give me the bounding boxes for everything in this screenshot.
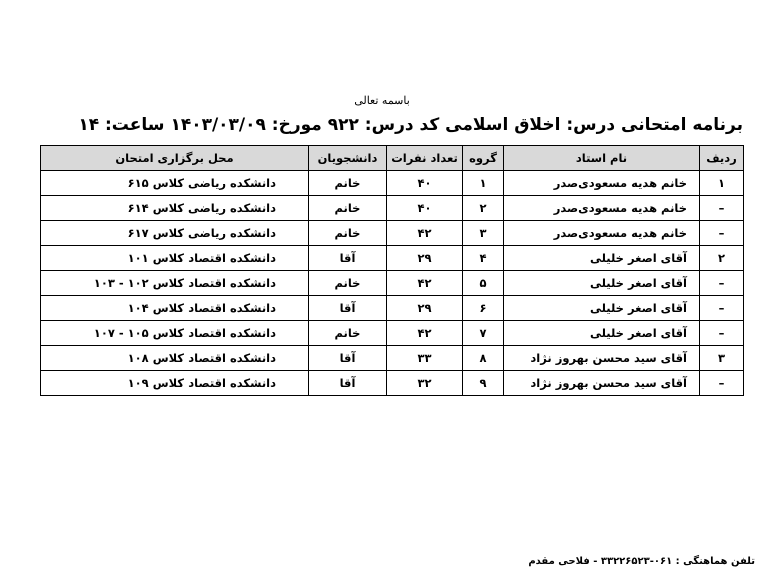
students-cell: آقا — [309, 246, 387, 271]
room-label: کلاس ۱۰۹ — [127, 376, 184, 390]
count-cell: ۲۹ — [387, 296, 463, 321]
count-cell: ۳۲ — [387, 371, 463, 396]
group-cell: ۲ — [463, 196, 504, 221]
table-row — [41, 171, 744, 196]
room-label: کلاس ۱۰۵ - ۱۰۷ — [93, 326, 184, 340]
location-cell — [41, 346, 309, 371]
teacher-cell: آقای اصغر خلیلی — [504, 321, 700, 346]
group-cell: ۶ — [463, 296, 504, 321]
table-row — [41, 371, 744, 396]
header-teacher: نام استاد — [504, 146, 700, 171]
group-cell: ۴ — [463, 246, 504, 271]
group-cell: ۷ — [463, 321, 504, 346]
row-number-cell: – — [700, 221, 744, 246]
location-cell — [41, 196, 309, 221]
basmala-heading: باسمه تعالی — [354, 94, 410, 107]
row-number-cell: – — [700, 371, 744, 396]
faculty-label: دانشکده ریاضی — [188, 201, 276, 215]
table-row — [41, 296, 744, 321]
room-label: کلاس ۶۱۷ — [127, 226, 184, 240]
students-cell: خانم — [309, 221, 387, 246]
students-cell: آقا — [309, 346, 387, 371]
teacher-cell: خانم هدیه مسعودی‌صدر — [504, 196, 700, 221]
students-cell: خانم — [309, 321, 387, 346]
coordination-phone: تلفن هماهنگی : ۰۶۱-۳۳۲۲۶۵۲۳ - فلاحی مقدم — [528, 556, 755, 567]
location-cell — [41, 296, 309, 321]
teacher-cell: آقای سید محسن بهروز نژاد — [504, 371, 700, 396]
room-label: کلاس ۶۱۴ — [127, 201, 184, 215]
faculty-label: دانشکده اقتصاد — [188, 351, 276, 365]
row-number-cell: ۱ — [700, 171, 744, 196]
faculty-label: دانشکده ریاضی — [188, 176, 276, 190]
students-cell: خانم — [309, 271, 387, 296]
location-cell — [41, 246, 309, 271]
students-cell: آقا — [309, 371, 387, 396]
location-cell — [41, 371, 309, 396]
room-label: کلاس ۱۰۱ — [127, 251, 184, 265]
room-label: کلاس ۶۱۵ — [127, 176, 184, 190]
faculty-label: دانشکده اقتصاد — [188, 376, 276, 390]
room-label: کلاس ۱۰۸ — [127, 351, 184, 365]
exam-schedule-table — [40, 145, 744, 396]
row-number-cell: – — [700, 271, 744, 296]
header-students: دانشجویان — [309, 146, 387, 171]
header-group: گروه — [463, 146, 504, 171]
students-cell: خانم — [309, 196, 387, 221]
row-number-cell: ۲ — [700, 246, 744, 271]
faculty-label: دانشکده اقتصاد — [188, 326, 276, 340]
students-cell: آقا — [309, 296, 387, 321]
table-header-row — [41, 146, 744, 171]
faculty-label: دانشکده اقتصاد — [188, 251, 276, 265]
table-row — [41, 346, 744, 371]
location-cell — [41, 221, 309, 246]
students-cell: خانم — [309, 171, 387, 196]
group-cell: ۱ — [463, 171, 504, 196]
row-number-cell: – — [700, 321, 744, 346]
count-cell: ۳۳ — [387, 346, 463, 371]
faculty-label: دانشکده اقتصاد — [188, 301, 276, 315]
faculty-label: دانشکده اقتصاد — [188, 276, 276, 290]
teacher-cell: خانم هدیه مسعودی‌صدر — [504, 171, 700, 196]
count-cell: ۴۲ — [387, 321, 463, 346]
faculty-label: دانشکده ریاضی — [188, 226, 276, 240]
header-row-no: ردیف — [700, 146, 744, 171]
exam-schedule-title: برنامه امتحانی درس: اخلاق اسلامی کد درس: ۹۲۲ مورخ: ۱۴۰۳/۰۳/۰۹ ساعت: ۱۴ — [78, 115, 743, 135]
group-cell: ۹ — [463, 371, 504, 396]
header-count: تعداد نفرات — [387, 146, 463, 171]
group-cell: ۵ — [463, 271, 504, 296]
row-number-cell: ۳ — [700, 346, 744, 371]
header-location: محل برگزاری امتحان — [41, 146, 309, 171]
table-row — [41, 196, 744, 221]
count-cell: ۴۲ — [387, 221, 463, 246]
teacher-cell: آقای اصغر خلیلی — [504, 246, 700, 271]
count-cell: ۴۰ — [387, 196, 463, 221]
count-cell: ۴۲ — [387, 271, 463, 296]
teacher-cell: آقای سید محسن بهروز نژاد — [504, 346, 700, 371]
group-cell: ۳ — [463, 221, 504, 246]
table-row — [41, 221, 744, 246]
table-row — [41, 246, 744, 271]
teacher-cell: آقای اصغر خلیلی — [504, 296, 700, 321]
table-row — [41, 321, 744, 346]
location-cell — [41, 271, 309, 296]
teacher-cell: خانم هدیه مسعودی‌صدر — [504, 221, 700, 246]
group-cell: ۸ — [463, 346, 504, 371]
location-cell — [41, 321, 309, 346]
teacher-cell: آقای اصغر خلیلی — [504, 271, 700, 296]
count-cell: ۴۰ — [387, 171, 463, 196]
location-cell — [41, 171, 309, 196]
row-number-cell: – — [700, 196, 744, 221]
room-label: کلاس ۱۰۴ — [127, 301, 184, 315]
room-label: کلاس ۱۰۲ - ۱۰۳ — [93, 276, 184, 290]
count-cell: ۲۹ — [387, 246, 463, 271]
table-row — [41, 271, 744, 296]
row-number-cell: – — [700, 296, 744, 321]
